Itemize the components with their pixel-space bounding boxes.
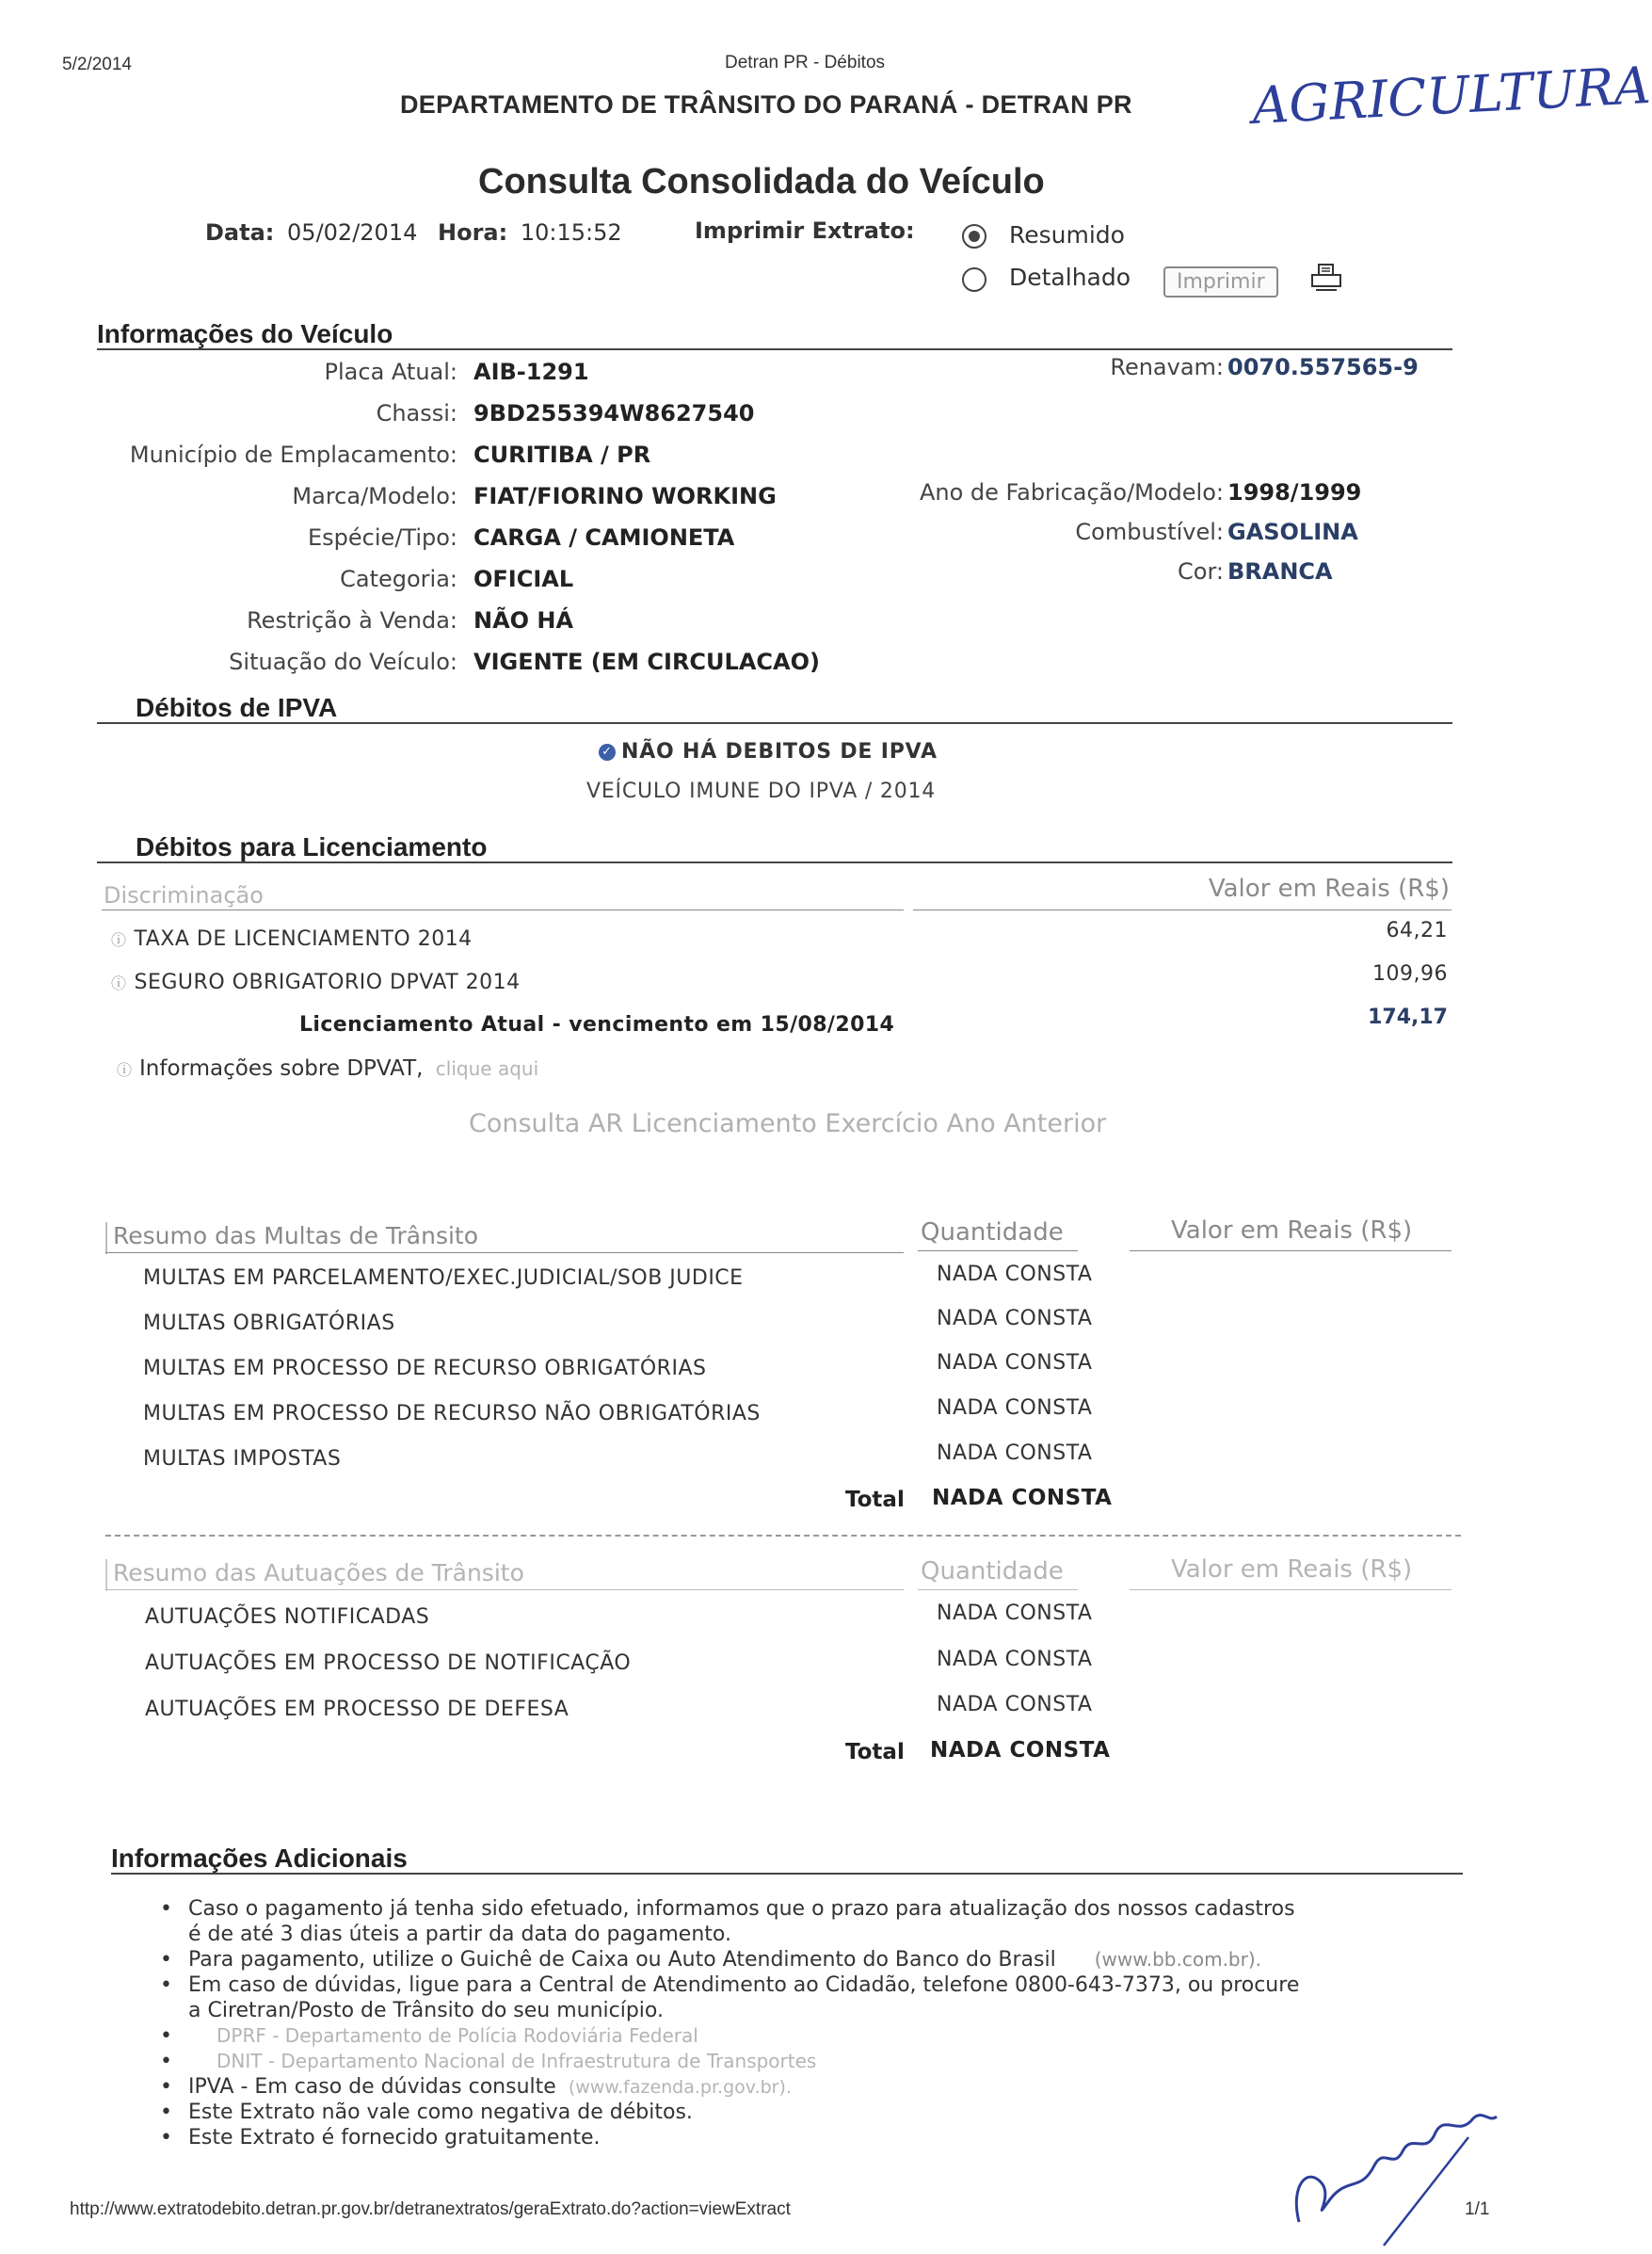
radio-resumido[interactable] (962, 224, 986, 249)
table-row-qtd: NADA CONSTA (937, 1351, 1093, 1375)
table-header-rule (105, 1589, 904, 1590)
bullet-icon: • (160, 2126, 172, 2149)
imprimir-button[interactable]: Imprimir (1163, 266, 1278, 298)
chassi-label: Chassi: (376, 400, 457, 427)
col-autuacoes-valor: Valor em Reais (R$) (1171, 1555, 1413, 1584)
table-row-qtd: NADA CONSTA (937, 1648, 1093, 1671)
list-item (160, 2049, 816, 2074)
multas-total-label: Total (845, 1488, 905, 1512)
bullet-icon: • (160, 2075, 172, 2099)
col-multas-title: Resumo das Multas de Trânsito (113, 1222, 479, 1249)
dnit-link[interactable]: DNIT - Departamento Nacional de Infraestrutura de Transportes (217, 2050, 817, 2072)
info-text: IPVA - Em caso de dúvidas consulte (188, 2075, 556, 2099)
col-multas-qtd: Quantidade (921, 1218, 1064, 1247)
table-row-qtd: NADA CONSTA (937, 1263, 1093, 1286)
section-title-adicionais: Informações Adicionais (111, 1843, 408, 1873)
info-icon: ⓘ (111, 974, 127, 992)
categoria-label: Categoria: (340, 566, 457, 592)
licenciamento-item-value: 64,21 (1386, 919, 1448, 942)
list-item (160, 1947, 1261, 1972)
list-item (111, 971, 521, 994)
municipio-label: Município de Emplacamento: (129, 442, 457, 468)
table-row-qtd: NADA CONSTA (937, 1602, 1093, 1625)
situacao-value: VIGENTE (EM CIRCULACAO) (473, 649, 820, 675)
col-autuacoes-title: Resumo das Autuações de Trânsito (113, 1559, 524, 1586)
bullet-icon: • (160, 1973, 172, 1997)
data-label: Data: (205, 219, 275, 246)
table-row-label: MULTAS IMPOSTAS (143, 1447, 342, 1471)
categoria-value: OFICIAL (473, 566, 574, 592)
page-title: Consulta Consolidada do Veículo (478, 162, 1045, 201)
table-row-label: AUTUAÇÕES EM PROCESSO DE DEFESA (145, 1698, 569, 1721)
combustivel-value: GASOLINA (1227, 519, 1358, 545)
section-divider (111, 1873, 1463, 1875)
imprimir-extrato-label: Imprimir Extrato: (695, 217, 915, 244)
renavam-value: 0070.557565-9 (1227, 354, 1419, 380)
handwritten-note: AGRICULTURA (1250, 55, 1652, 137)
table-header-rule (1130, 1250, 1452, 1251)
list-item (160, 2100, 693, 2125)
bullet-icon: • (160, 2024, 172, 2048)
especie-label: Espécie/Tipo: (308, 524, 457, 551)
section-divider (97, 348, 1452, 350)
section-title-ipva: Débitos de IPVA (136, 693, 338, 722)
restricao-label: Restrição à Venda: (247, 607, 457, 634)
municipio-value: CURITIBA / PR (473, 442, 651, 468)
printer-icon[interactable] (1310, 263, 1342, 293)
list-item (160, 2023, 698, 2049)
ano-value: 1998/1999 (1227, 479, 1362, 506)
table-header-rule (1130, 1589, 1452, 1590)
licenciamento-item-label: SEGURO OBRIGATORIO DPVAT 2014 (134, 971, 521, 994)
dpvat-info-row (117, 1056, 538, 1081)
radio-detalhado-label[interactable]: Detalhado (1009, 264, 1131, 291)
radio-detalhado[interactable] (962, 267, 986, 292)
list-item (160, 1896, 1295, 1947)
combustivel-label: Combustível: (1075, 519, 1224, 545)
date-time-row (205, 219, 622, 246)
placa-value: AIB-1291 (473, 359, 589, 385)
list-item (111, 927, 473, 951)
info-icon: ⓘ (117, 1061, 133, 1079)
licenciamento-total-label: Licenciamento Atual - vencimento em 15/08/2014 (299, 1013, 895, 1037)
table-row-label: AUTUAÇÕES NOTIFICADAS (145, 1605, 430, 1629)
bullet-icon: • (160, 2050, 172, 2073)
column-marker (105, 1559, 107, 1591)
licenciamento-item-value: 109,96 (1372, 962, 1448, 986)
dpvat-link[interactable]: clique aqui (435, 1057, 539, 1080)
col-valor-reais: Valor em Reais (R$) (1208, 875, 1450, 903)
print-date: 5/2/2014 (62, 55, 132, 74)
section-divider (97, 722, 1452, 724)
ano-label: Ano de Fabricação/Modelo: (919, 479, 1224, 506)
list-item (160, 1972, 1299, 2023)
info-text: a Ciretran/Posto de Trânsito do seu município. (188, 1999, 664, 2022)
licenciamento-total-value: 174,17 (1368, 1006, 1448, 1029)
marca-value: FIAT/FIORINO WORKING (473, 483, 777, 509)
table-header-rule (918, 1250, 1078, 1251)
hora-value: 10:15:52 (520, 219, 622, 246)
situacao-label: Situação do Veículo: (229, 649, 457, 675)
info-text: Para pagamento, utilize o Guichê de Caixa ou Auto Atendimento do Banco do Brasil (188, 1948, 1056, 1972)
table-row-qtd: NADA CONSTA (937, 1396, 1093, 1420)
bullet-icon: • (160, 1897, 172, 1921)
info-text: Este Extrato é fornecido gratuitamente. (188, 2126, 601, 2149)
bullet-icon: • (160, 1948, 172, 1972)
dprf-link[interactable]: DPRF - Departamento de Polícia Rodoviária Federal (217, 2024, 698, 2047)
info-text: Caso o pagamento já tenha sido efetuado, informamos que o prazo para atualização dos nossos cadastros (188, 1897, 1295, 1921)
info-icon: ⓘ (111, 931, 127, 949)
check-icon: ✓ (599, 744, 616, 761)
list-item (160, 2074, 792, 2101)
especie-value: CARGA / CAMIONETA (473, 524, 735, 551)
bullet-icon: • (160, 2101, 172, 2124)
table-row-qtd: NADA CONSTA (937, 1693, 1093, 1716)
col-autuacoes-qtd: Quantidade (921, 1557, 1064, 1586)
renavam-label: Renavam: (1110, 354, 1224, 380)
table-row-label: MULTAS EM PARCELAMENTO/EXEC.JUDICIAL/SOB JUDICE (143, 1266, 744, 1290)
multas-total-value: NADA CONSTA (932, 1486, 1113, 1510)
col-multas-valor: Valor em Reais (R$) (1171, 1216, 1413, 1245)
table-header-rule (105, 1252, 904, 1253)
hora-label: Hora: (438, 219, 508, 246)
handwritten-signature (1271, 2081, 1506, 2250)
info-text: Em caso de dúvidas, ligue para a Central de Atendimento ao Cidadão, telefone 0800-643-7373, ou procure (188, 1973, 1300, 1997)
ipva-status (599, 740, 938, 764)
info-text: Este Extrato não vale como negativa de débitos. (188, 2101, 693, 2124)
placa-label: Placa Atual: (324, 359, 457, 385)
data-value: 05/02/2014 (287, 219, 418, 246)
table-row-label: MULTAS OBRIGATÓRIAS (143, 1312, 395, 1335)
department-heading: DEPARTAMENTO DE TRÂNSITO DO PARANÁ - DETRAN PR (400, 90, 1132, 119)
cor-value: BRANCA (1227, 558, 1333, 585)
table-row-qtd: NADA CONSTA (937, 1441, 1093, 1465)
table-row-label: MULTAS EM PROCESSO DE RECURSO OBRIGATÓRIAS (143, 1357, 707, 1380)
marca-label: Marca/Modelo: (292, 483, 457, 509)
consulta-ar-link[interactable]: Consulta AR Licenciamento Exercício Ano Anterior (469, 1109, 1107, 1138)
section-divider (97, 861, 1452, 863)
fazenda-link[interactable]: (www.fazenda.pr.gov.br). (568, 2077, 792, 2098)
dpvat-info-text: Informações sobre DPVAT, (139, 1056, 424, 1081)
info-text: é de até 3 dias úteis a partir da data do pagamento. (188, 1923, 731, 1946)
section-title-licenciamento: Débitos para Licenciamento (136, 832, 488, 861)
autuacoes-total-value: NADA CONSTA (930, 1738, 1111, 1763)
section-title-veiculo: Informações do Veículo (97, 319, 393, 348)
autuacoes-total-label: Total (845, 1740, 905, 1764)
footer-url: http://www.extratodebito.detran.pr.gov.br/detranextratos/geraExtrato.do?action=viewExtract (70, 2199, 791, 2219)
ipva-status-text: NÃO HÁ DEBITOS DE IPVA (621, 740, 938, 764)
chassi-value: 9BD255394W8627540 (473, 400, 755, 427)
footer-page-number: 1/1 (1465, 2199, 1490, 2219)
browser-page-title: Detran PR - Débitos (725, 53, 886, 72)
restricao-value: NÃO HÁ (473, 607, 574, 634)
dashed-divider (105, 1535, 1461, 1537)
ipva-note: VEÍCULO IMUNE DO IPVA / 2014 (586, 780, 937, 803)
table-row-qtd: NADA CONSTA (937, 1307, 1093, 1330)
bb-link[interactable]: (www.bb.com.br). (1094, 1948, 1262, 1971)
cor-label: Cor: (1178, 558, 1224, 585)
table-row-label: MULTAS EM PROCESSO DE RECURSO NÃO OBRIGATÓRIAS (143, 1402, 761, 1425)
radio-resumido-label[interactable]: Resumido (1009, 221, 1125, 249)
column-marker (105, 1222, 107, 1254)
list-item (160, 2125, 601, 2150)
table-row-label: AUTUAÇÕES EM PROCESSO DE NOTIFICAÇÃO (145, 1651, 632, 1675)
table-header-rule (918, 1589, 1078, 1590)
col-discriminacao: Discriminação (104, 882, 264, 909)
licenciamento-item-label: TAXA DE LICENCIAMENTO 2014 (134, 927, 473, 951)
